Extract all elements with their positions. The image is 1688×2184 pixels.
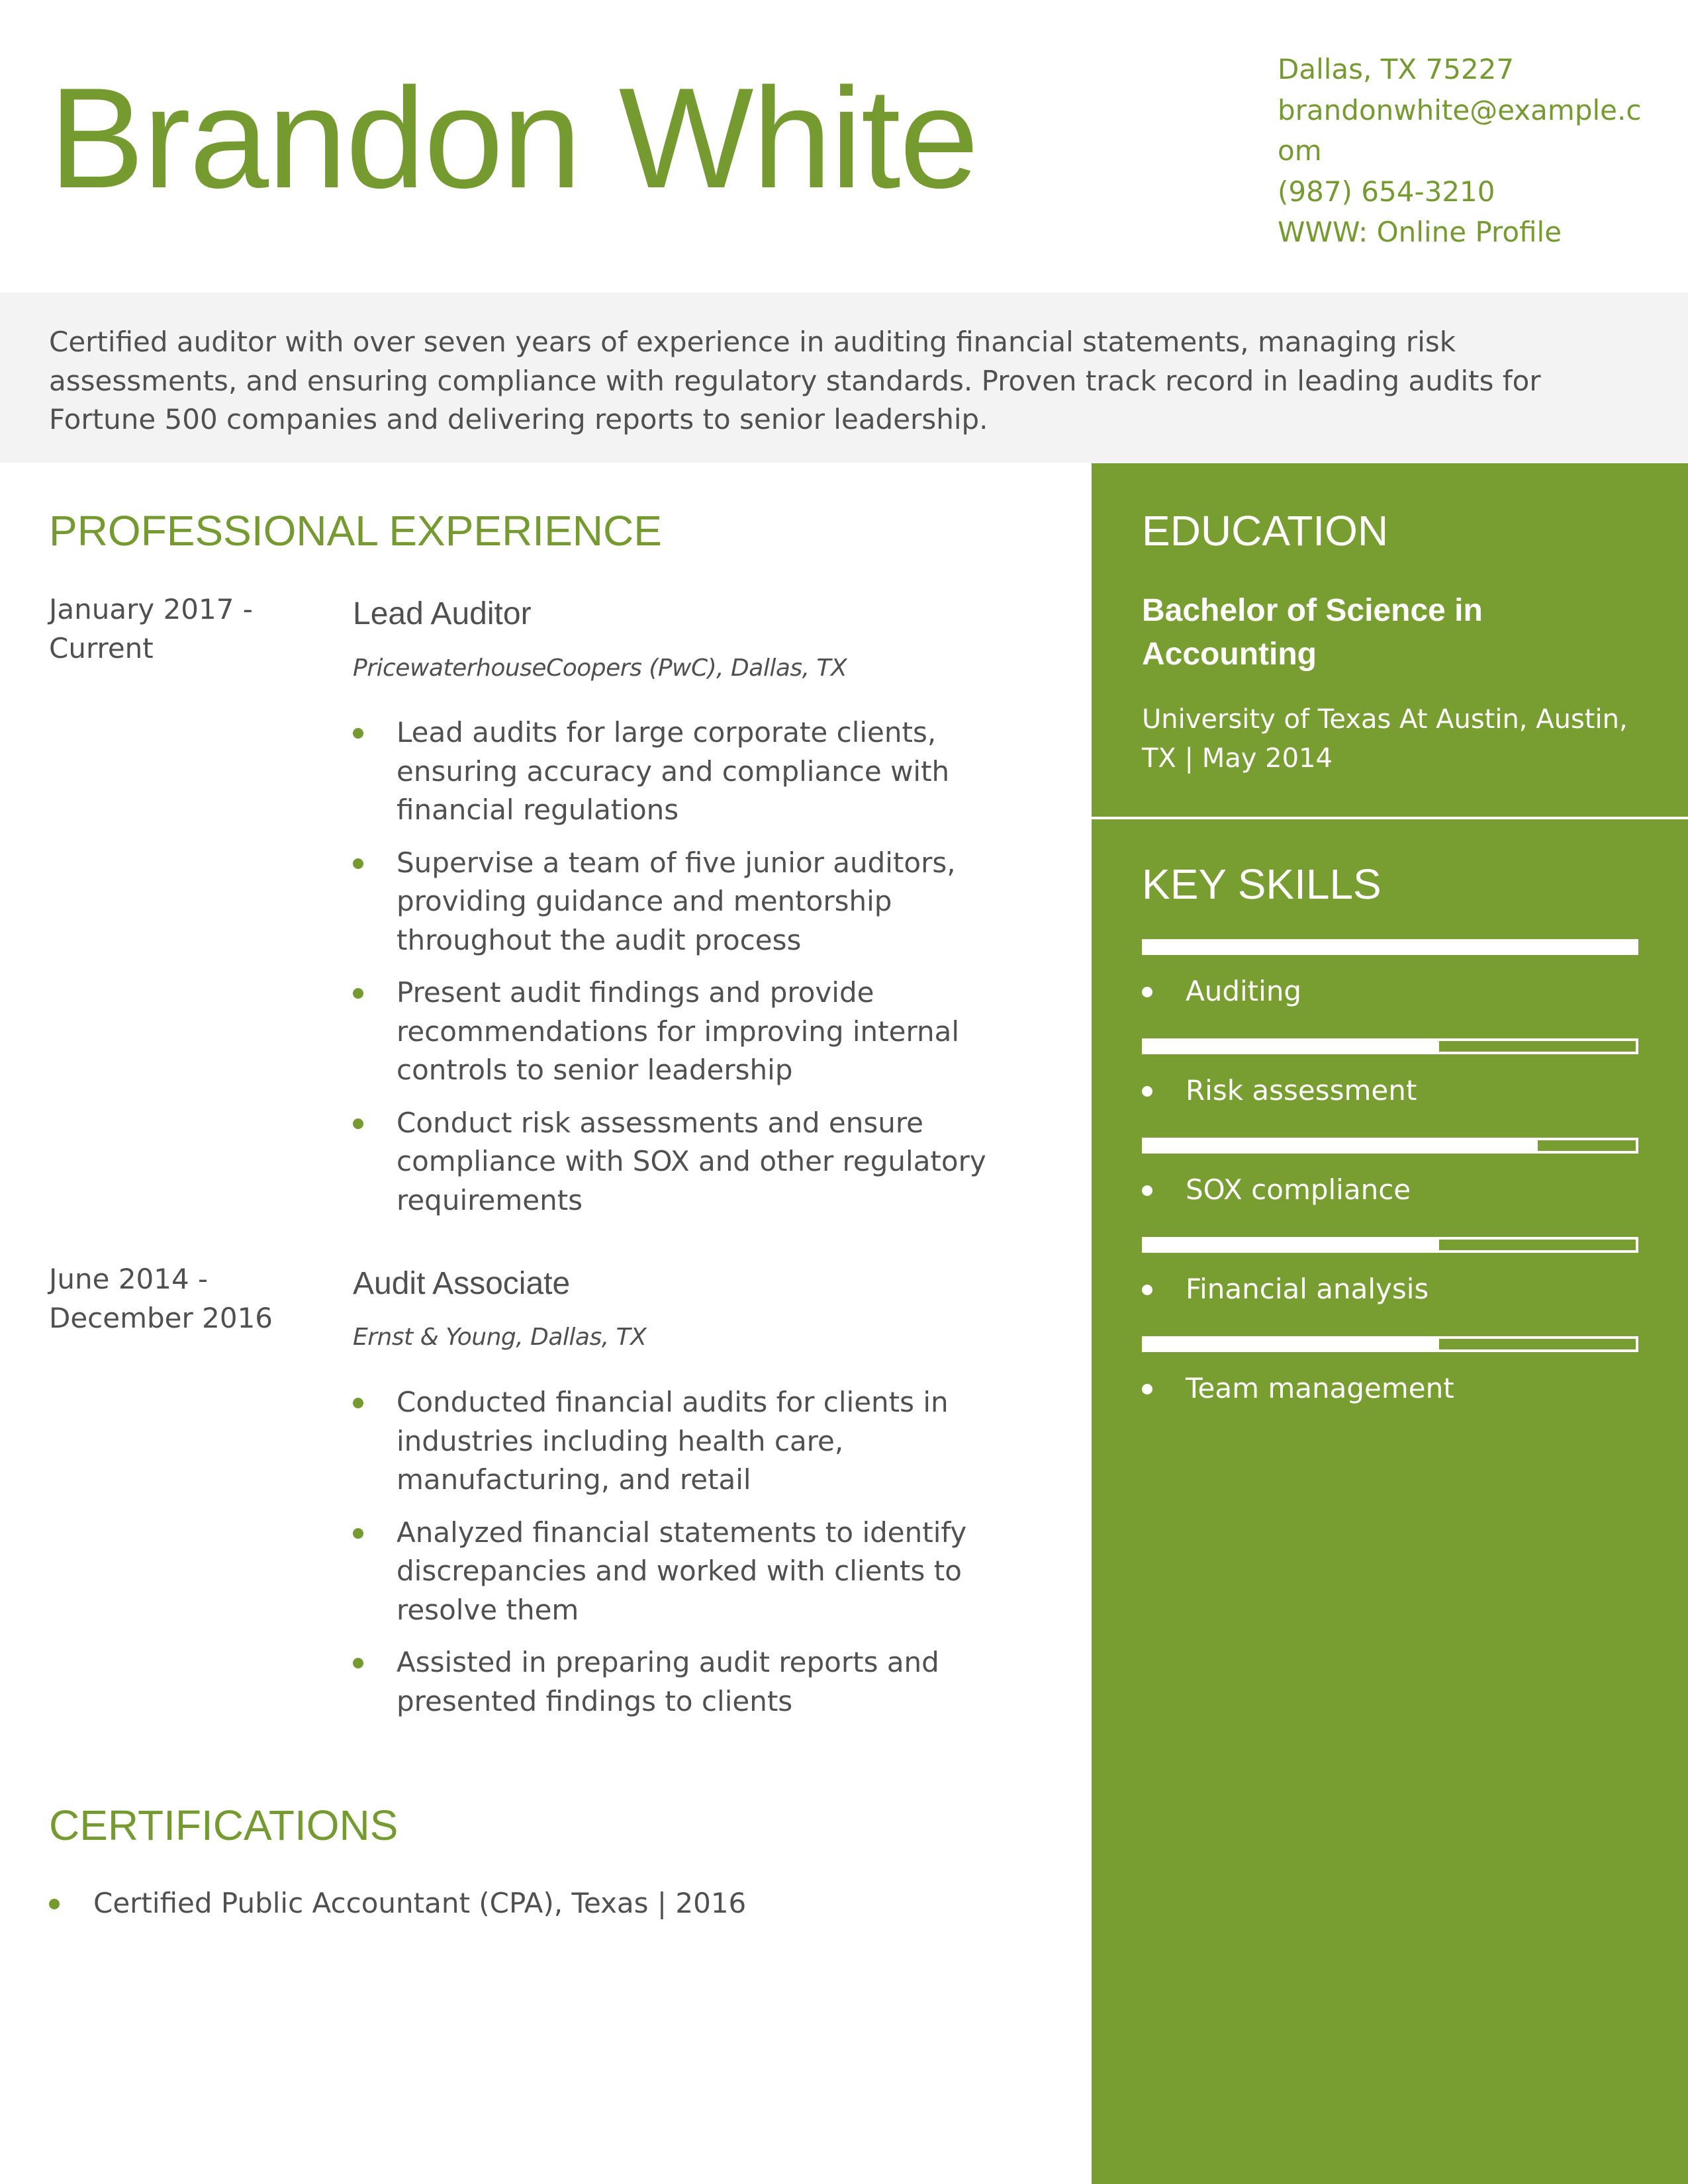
bullet-dot-icon — [1142, 1285, 1152, 1295]
skill-name: Financial analysis — [1186, 1273, 1429, 1305]
bullet-dot-icon — [1142, 1384, 1152, 1394]
skills-list — [1142, 939, 1638, 1435]
bullet-text: Supervise a team of five junior auditors, providing guidance and mentorship throughout the audit process — [397, 846, 956, 956]
contact-address: Dallas, TX 75227 — [1278, 53, 1515, 85]
skill-name: Risk assessment — [1186, 1074, 1417, 1107]
skill-level-bar — [1142, 1336, 1638, 1352]
bullet-text: Lead audits for large corporate clients, ensuring accuracy and compliance with financial regulations — [397, 716, 950, 826]
education-heading: EDUCATION — [1142, 507, 1389, 555]
job-bullets — [353, 1383, 1015, 1735]
skill-level-fill — [1145, 1041, 1439, 1052]
job-bullets — [353, 713, 1015, 1234]
bullet-dot-icon — [353, 858, 363, 869]
bullet-dot-icon — [1142, 1086, 1152, 1097]
skill-level-bar — [1142, 1237, 1638, 1253]
contact-website[interactable]: WWW: Online Profile — [1278, 216, 1562, 248]
bullet-dot-icon — [353, 988, 363, 999]
bullet-text: Assisted in preparing audit reports and presented findings to clients — [397, 1646, 939, 1717]
school-info: University of Texas At Austin, Austin, TX | May 2014 — [1142, 704, 1628, 774]
contact-email[interactable]: brandonwhite@example.com — [1278, 93, 1642, 167]
skill-item — [1142, 1336, 1638, 1435]
skill-level-fill — [1145, 1140, 1538, 1151]
skill-item — [1142, 1038, 1638, 1138]
skill-level-fill — [1145, 1339, 1439, 1349]
skill-item — [1142, 1138, 1638, 1237]
bullet-dot-icon — [1142, 1185, 1152, 1196]
bullet-dot-icon — [1142, 987, 1152, 997]
contact-phone[interactable]: (987) 654-3210 — [1278, 175, 1495, 208]
skill-item — [1142, 1237, 1638, 1336]
list-item — [49, 1884, 976, 1923]
summary-text: Certified auditor with over seven years of experience in auditing financial statements, managing risk assessments, and ensuring compliance with regulatory standards. Proven track record in leading audits for Fortune 500 companies and delivering reports to senior leadership. — [49, 326, 1541, 435]
bullet-text: Conduct risk assessments and ensure compliance with SOX and other regulatory requirements — [397, 1106, 986, 1216]
job-title: Lead Auditor — [353, 596, 532, 631]
skill-level-fill — [1145, 1240, 1439, 1250]
skill-level-fill — [1145, 942, 1636, 952]
skills-heading: KEY SKILLS — [1142, 860, 1382, 908]
job-company: Ernst & Young, Dallas, TX — [353, 1324, 647, 1351]
list-item — [353, 1643, 1015, 1721]
list-item — [353, 1383, 1015, 1500]
bullet-dot-icon — [353, 1118, 363, 1129]
list-item — [353, 844, 1015, 960]
skill-name: Auditing — [1186, 975, 1302, 1007]
certification-text: Certified Public Accountant (CPA), Texas | 2016 — [93, 1887, 747, 1919]
bullet-dot-icon — [49, 1899, 60, 1909]
list-item — [353, 974, 1015, 1090]
skill-level-bar — [1142, 939, 1638, 955]
certifications-list — [49, 1884, 976, 1923]
bullet-dot-icon — [353, 1658, 363, 1668]
sidebar-divider — [1092, 817, 1688, 819]
candidate-name: Brandon White — [49, 58, 978, 218]
skill-level-bar — [1142, 1138, 1638, 1154]
list-item — [353, 1514, 1015, 1630]
skill-level-bar — [1142, 1038, 1638, 1054]
job-dates: June 2014 - December 2016 — [49, 1263, 273, 1334]
list-item — [353, 1104, 1015, 1220]
skill-name: Team management — [1186, 1372, 1454, 1404]
bullet-dot-icon — [353, 1528, 363, 1539]
contact-block — [1278, 49, 1648, 253]
skill-item — [1142, 939, 1638, 1038]
bullet-text: Analyzed financial statements to identify discrepancies and worked with clients to resolve them — [397, 1516, 967, 1626]
degree-title: Bachelor of Science in Accounting — [1142, 593, 1483, 672]
bullet-dot-icon — [353, 1398, 363, 1408]
bullet-dot-icon — [353, 728, 363, 739]
skill-name: SOX compliance — [1186, 1173, 1411, 1206]
bullet-text: Conducted financial audits for clients in industries including health care, manufacturing, and retail — [397, 1386, 949, 1496]
certifications-heading: CERTIFICATIONS — [49, 1801, 399, 1849]
list-item — [353, 713, 1015, 830]
bullet-text: Present audit findings and provide recommendations for improving internal controls to senior leadership — [397, 976, 960, 1086]
job-title: Audit Associate — [353, 1266, 571, 1301]
experience-heading: PROFESSIONAL EXPERIENCE — [49, 507, 662, 555]
job-dates: January 2017 - Current — [49, 593, 253, 664]
job-company: PricewaterhouseCoopers (PwC), Dallas, TX — [353, 655, 847, 682]
